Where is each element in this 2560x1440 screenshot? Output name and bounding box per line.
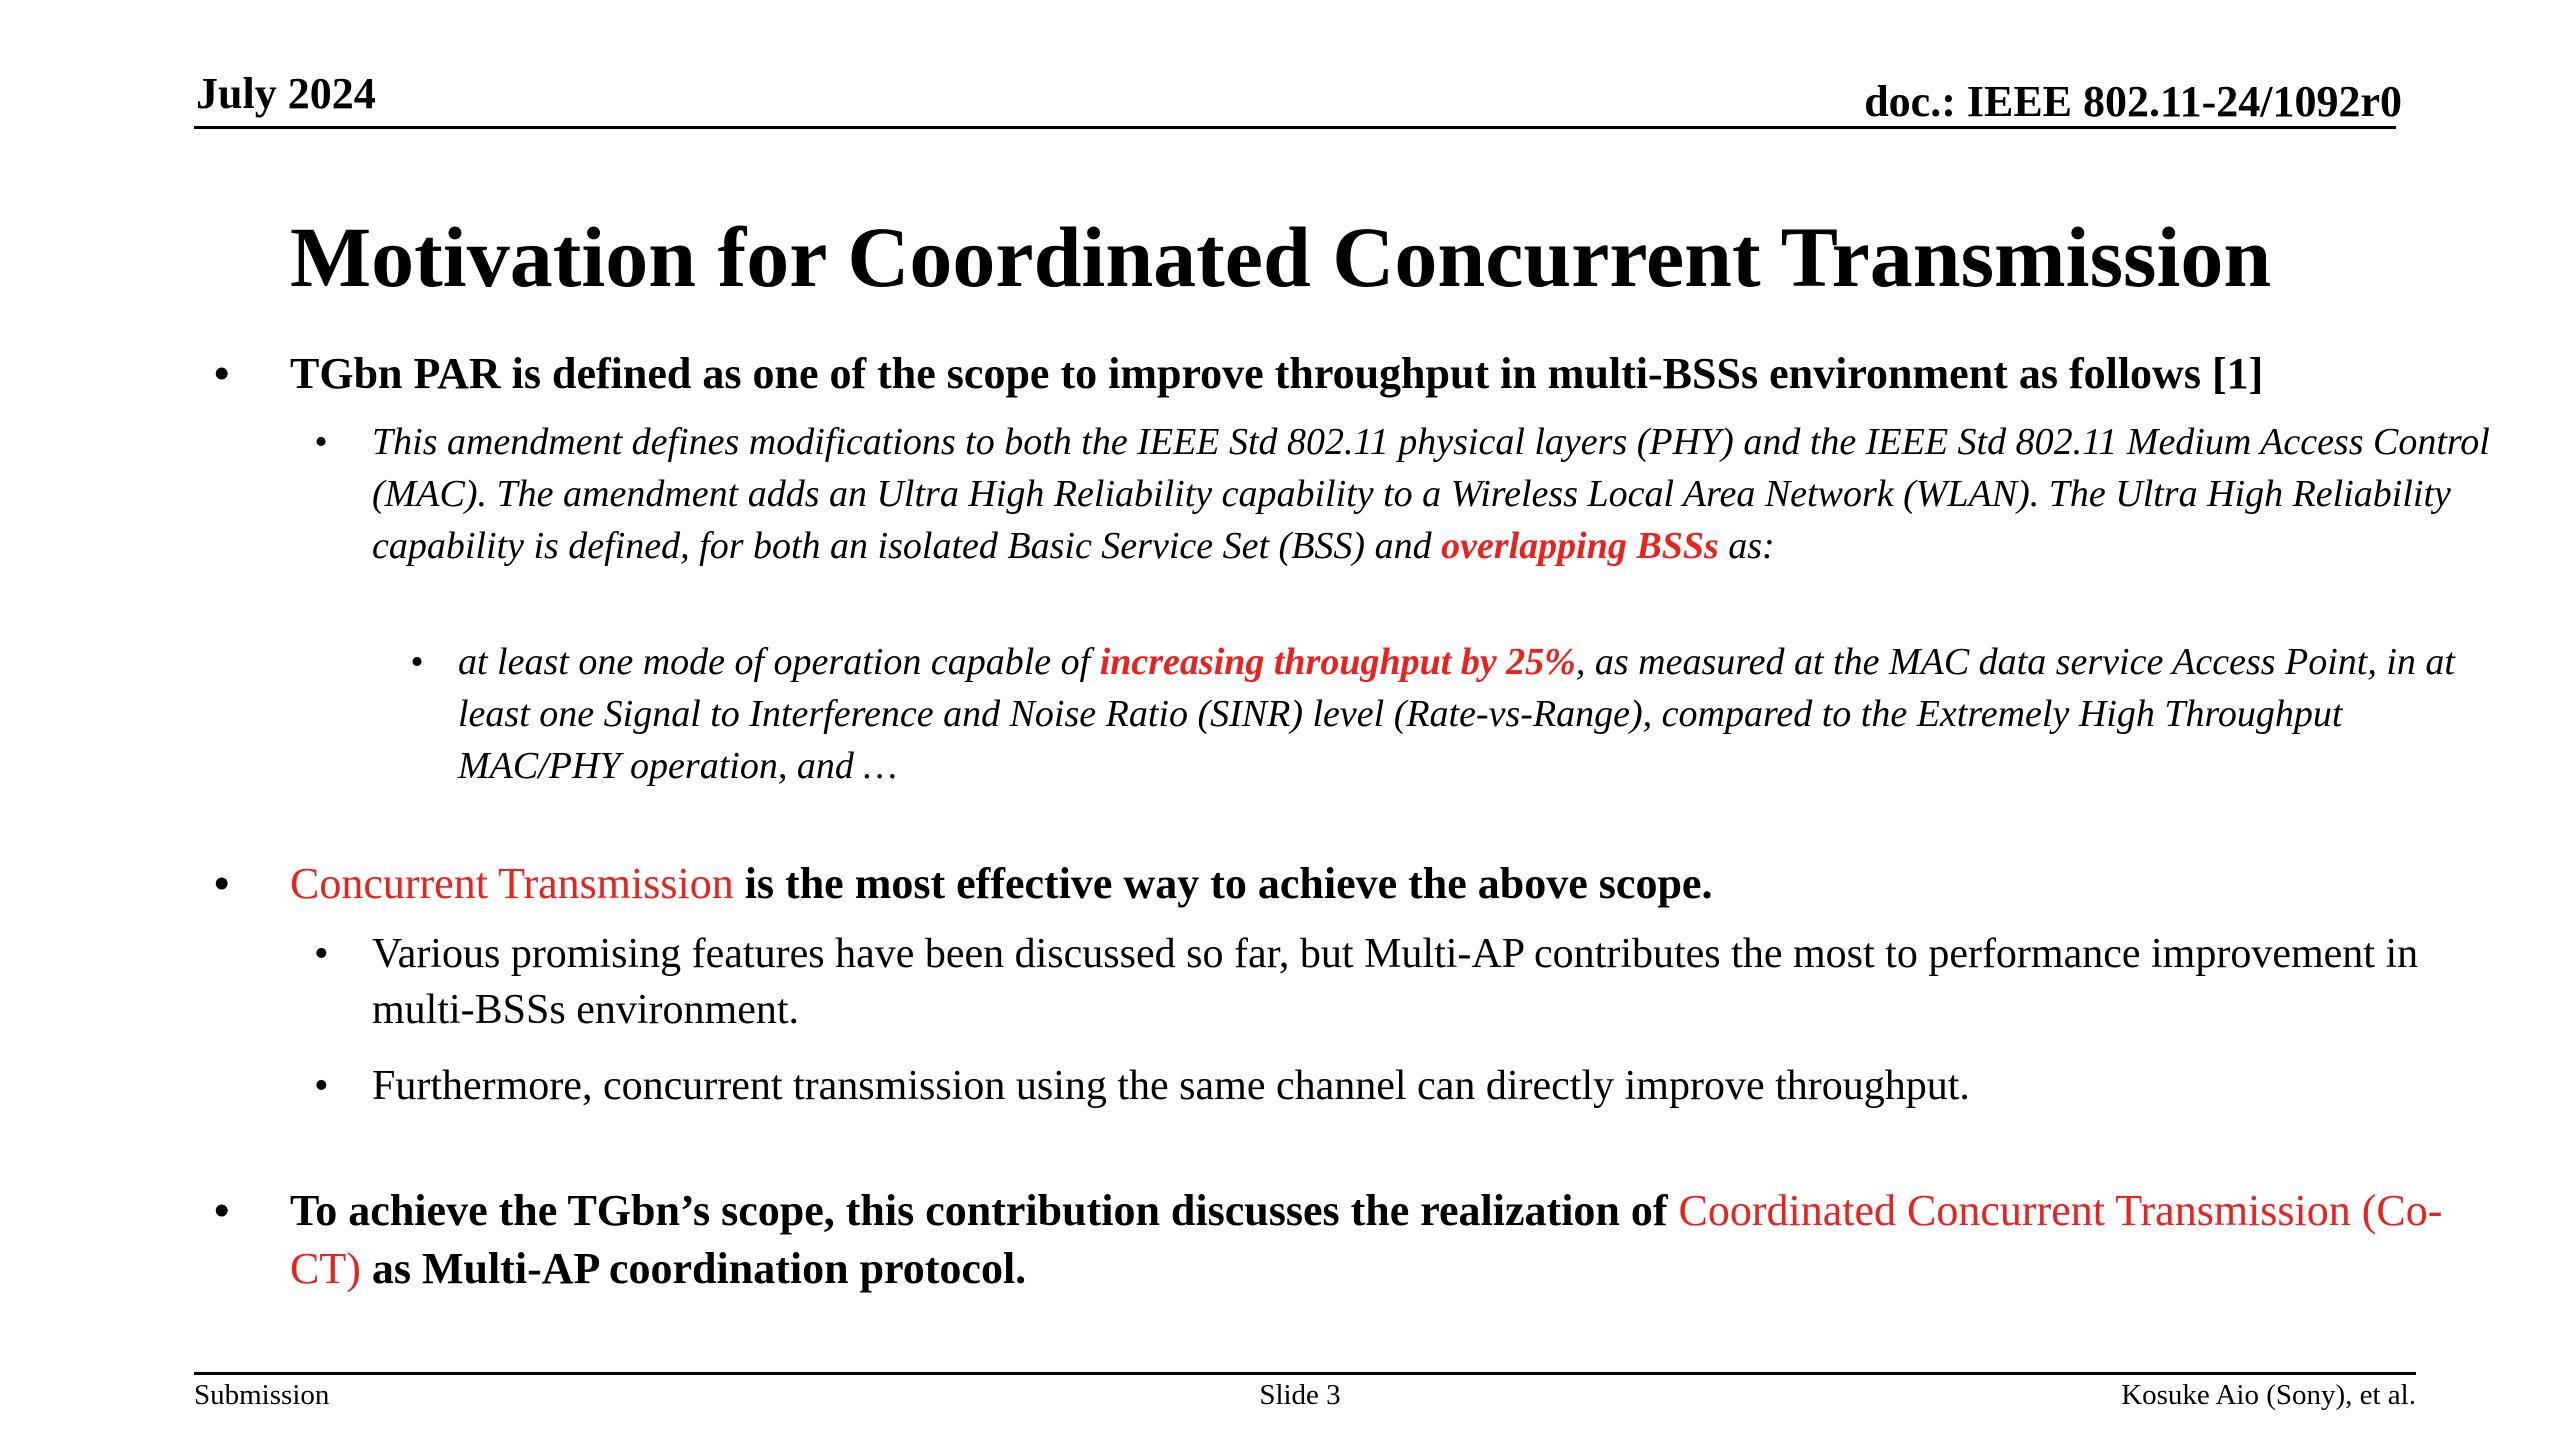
bullet-same-channel: [314, 1058, 2514, 1114]
highlight-co-ct: Coordinated Concurrent Transmission (Co-CT): [290, 1186, 2443, 1293]
bullet-marker: •: [314, 1063, 329, 1109]
bullet-text: Furthermore, concurrent transmission using the same channel can directly improve throughput.: [372, 1063, 1970, 1109]
highlight-throughput-25: increasing throughput by 25%: [1099, 641, 1576, 683]
footer-divider: [194, 1372, 2416, 1375]
bullet-par-quote: [314, 416, 2534, 572]
quote-text-end: as:: [1718, 525, 1775, 567]
bullet-text-rest: is the most effective way to achieve the above scope.: [733, 859, 1713, 908]
footer-slide-number: Slide 3: [1259, 1379, 1341, 1411]
bullet-text: [372, 416, 2534, 572]
requirement-text-end: , as measured at the MAC data service Access Point, in at least one Signal to Interference and Noise Ratio (SINR) level (Rate-vs-Range), compared to the Extremely High Throughput MAC/PHY operation, and …: [458, 641, 2455, 787]
bullet-marker: •: [214, 859, 230, 908]
highlight-overlapping-bsss: overlapping BSSs: [1441, 525, 1719, 567]
bullet-marker: •: [314, 421, 328, 463]
footer-author: Kosuke Aio (Sony), et al.: [2121, 1379, 2416, 1411]
bullet-text: [290, 1182, 2474, 1298]
bullet-text: [290, 856, 2514, 912]
bullet-concurrent-transmission: [214, 856, 2514, 912]
bullet-text: Various promising features have been discussed so far, but Multi-AP contributes the most to performance improvement in multi-BSSs environment.: [372, 931, 2419, 1033]
bullet-marker: •: [214, 1186, 230, 1235]
bullet-marker: •: [410, 641, 424, 683]
bullet-co-ct-proposal: [214, 1182, 2474, 1298]
bullet-multi-ap-features: [314, 926, 2514, 1038]
bullet-text: TGbn PAR is defined as one of the scope to improve throughput in multi-BSSs environment as follows [1]: [290, 349, 2264, 398]
bullet-marker: •: [314, 931, 329, 977]
requirement-text: at least one mode of operation capable of: [458, 641, 1100, 683]
header-doc-id: doc.: IEEE 802.11-24/1092r0: [1864, 77, 2402, 126]
header-date: July 2024: [196, 69, 376, 118]
bullet-tgbn-par: [214, 346, 2514, 402]
footer-submission: Submission: [194, 1379, 330, 1411]
bullet-throughput-requirement: [410, 636, 2470, 792]
proposal-text-end: as Multi-AP coordination protocol.: [360, 1244, 1027, 1293]
highlight-concurrent-transmission: Concurrent Transmission: [290, 859, 734, 908]
proposal-text: To achieve the TGbn’s scope, this contribution discusses the realization of: [290, 1186, 1679, 1235]
slide-title: Motivation for Coordinated Concurrent Transmission: [290, 209, 2272, 305]
bullet-marker: •: [214, 349, 230, 398]
header-divider: [194, 126, 2396, 129]
quote-text: This amendment defines modifications to both the IEEE Std 802.11 physical layers (PHY) and the IEEE Std 802.11 Medium Access Control (MAC). The amendment adds an Ultra High Reliability capability to a Wireless Local Area Network (WLAN). The Ultra High Reliability capability is defined, for both an isolated Basic Service Set (BSS) and: [372, 421, 2490, 567]
bullet-text: [458, 636, 2470, 792]
